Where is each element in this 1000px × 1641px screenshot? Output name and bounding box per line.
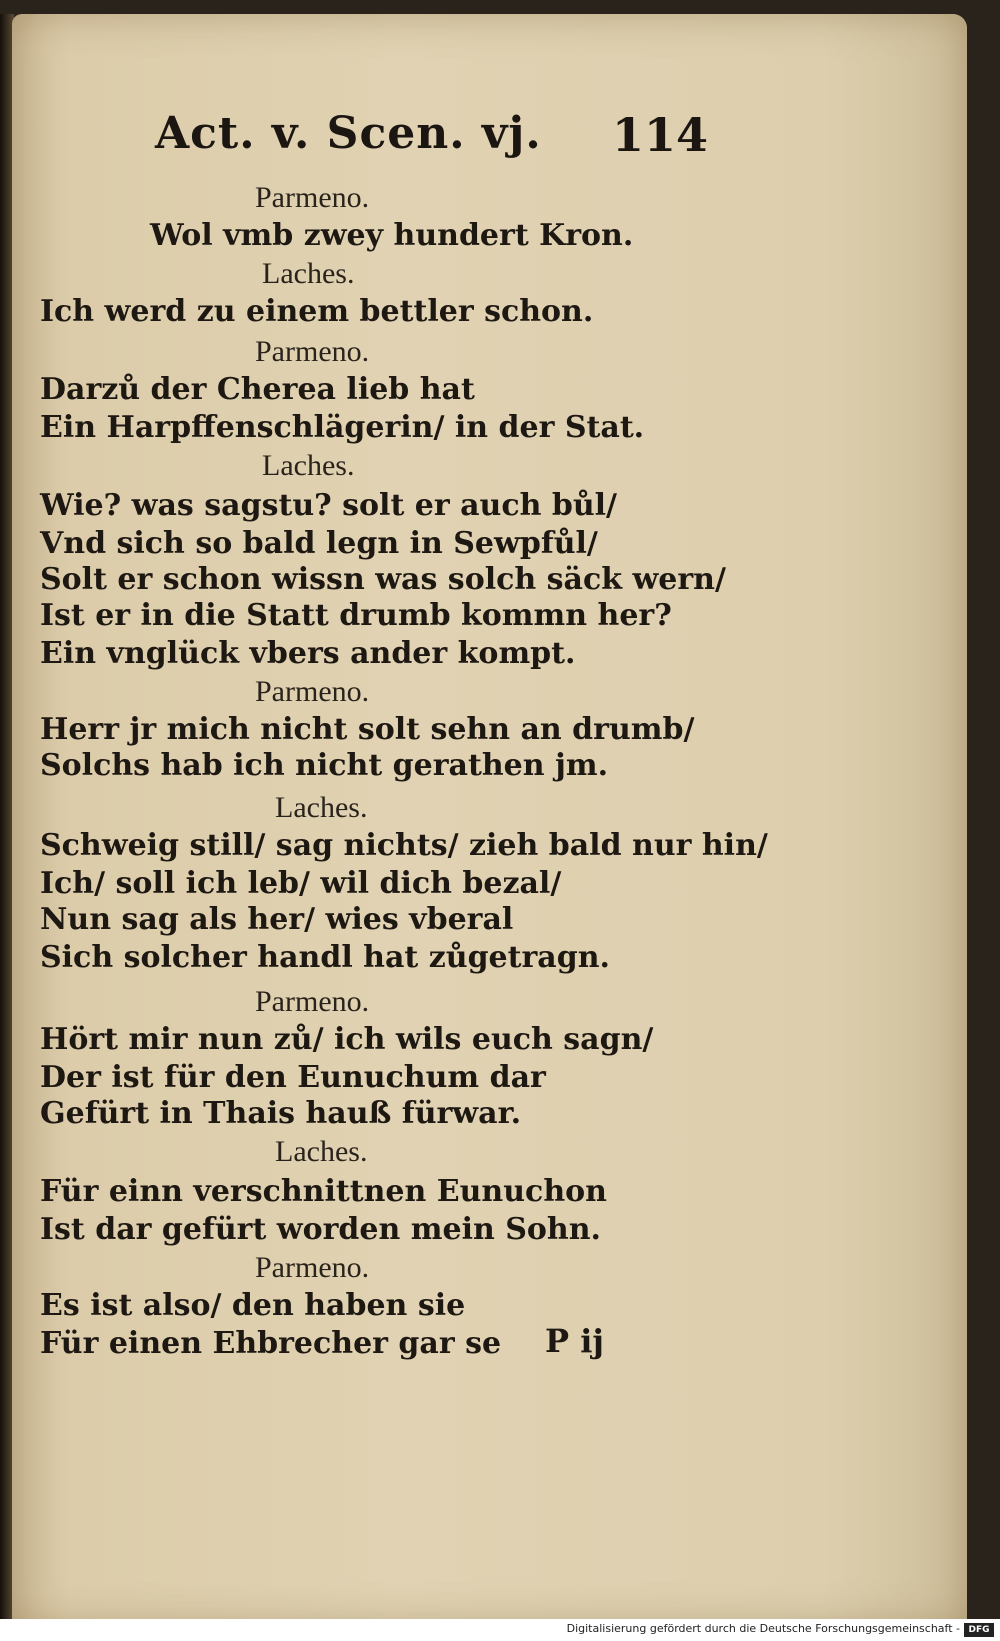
verse-line: Darzů der Cherea lieb hat xyxy=(40,372,475,407)
book-page xyxy=(12,14,967,1626)
verse-line: Ich werd zu einem bettler schon. xyxy=(40,294,594,329)
funding-credit: Digitalisierung gefördert durch die Deutsche Forschungsgemeinschaft - xyxy=(566,1622,960,1635)
verse-line: Für einen Ehbrecher gar se xyxy=(40,1326,502,1361)
speaker-name: Parmeno. xyxy=(255,1251,370,1284)
running-title: Act. v. Scen. vj. xyxy=(155,108,542,159)
verse-line: Ein vnglück vbers ander kompt. xyxy=(40,636,576,671)
speaker-name: Laches. xyxy=(262,257,355,290)
page-number: 114 xyxy=(612,108,709,162)
speaker-name: Laches. xyxy=(275,1135,368,1168)
running-header xyxy=(0,108,1000,178)
verse-line: Hört mir nun zů/ ich wils euch sagn/ xyxy=(40,1022,654,1057)
speaker-name: Parmeno. xyxy=(255,181,370,214)
verse-line: Es ist also/ den haben sie xyxy=(40,1288,466,1323)
verse-line: Herr jr mich nicht solt sehn an drumb/ xyxy=(40,712,695,747)
verse-line: Vnd sich so bald legn in Sewpfůl/ xyxy=(40,526,598,561)
verse-line: Wol vmb zwey hundert Kron. xyxy=(150,218,634,253)
verse-line: Schweig still/ sag nichts/ zieh bald nur hin/ xyxy=(40,828,768,863)
speaker-name: Parmeno. xyxy=(255,335,370,368)
speaker-name: Parmeno. xyxy=(255,675,370,708)
verse-line: Ist dar gefürt worden mein Sohn. xyxy=(40,1212,601,1247)
verse-line: Ein Harpffenschlägerin/ in der Stat. xyxy=(40,410,645,445)
footer-bar xyxy=(0,1619,1000,1641)
speaker-name: Laches. xyxy=(262,449,355,482)
verse-line: Nun sag als her/ wies vberal xyxy=(40,902,514,937)
verse-line: Ich/ soll ich leb/ wil dich bezal/ xyxy=(40,866,562,901)
verse-line: Ist er in die Statt drumb kommn her? xyxy=(40,598,672,633)
speaker-name: Parmeno. xyxy=(255,985,370,1018)
speaker-name: Laches. xyxy=(275,791,368,824)
signature-mark: P ij xyxy=(545,1322,604,1360)
dfg-logo: DFG xyxy=(964,1623,994,1637)
verse-line: Für einn verschnittnen Eunuchon xyxy=(40,1174,607,1209)
verse-line: Gefürt in Thais hauß fürwar. xyxy=(40,1096,522,1131)
verse-line: Sich solcher handl hat zůgetragn. xyxy=(40,940,610,975)
verse-line: Wie? was sagstu? solt er auch bůl/ xyxy=(40,488,618,523)
verse-line: Der ist für den Eunuchum dar xyxy=(40,1060,546,1095)
verse-line: Solchs hab ich nicht gerathen jm. xyxy=(40,748,609,783)
verse-line: Solt er schon wissn was solch säck wern/ xyxy=(40,562,726,597)
